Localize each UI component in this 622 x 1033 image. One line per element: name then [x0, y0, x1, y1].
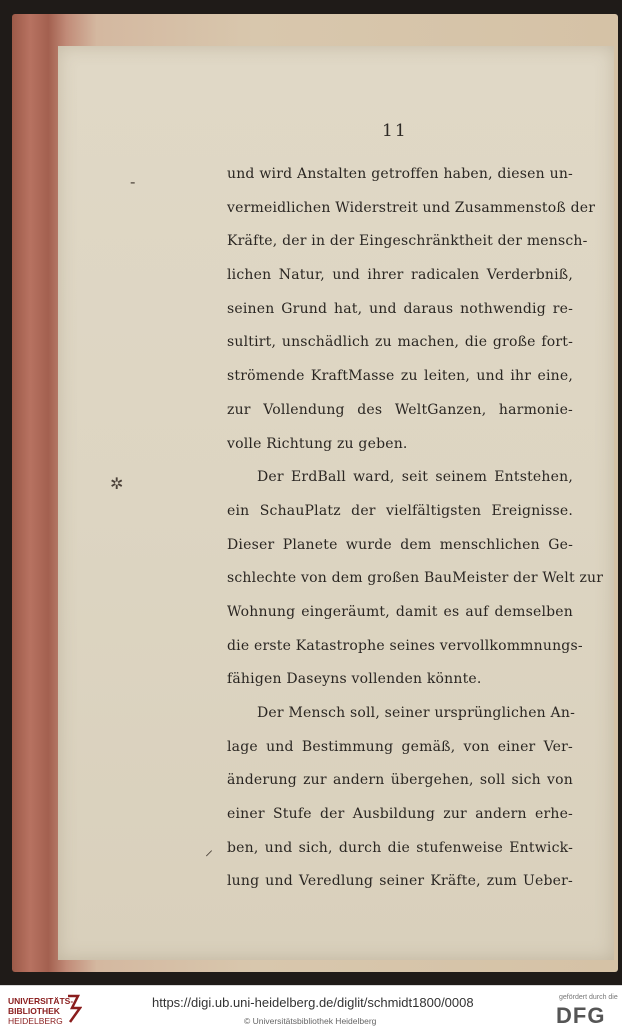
body-text: [227, 158, 604, 899]
text-line: seinen Grund hat, und daraus nothwendig re-: [227, 300, 573, 317]
text-line: volle Richtung zu geben.: [227, 435, 408, 452]
text-line: Der Mensch soll, seiner ursprünglichen An-: [257, 705, 576, 721]
text-line: und wird Anstalten getroffen haben, diesen un-: [227, 166, 573, 182]
text-line: änderung zur andern übergehen, soll sich von: [227, 772, 573, 789]
logo-line: BIBLIOTHEK: [8, 1006, 60, 1016]
text-line: fähigen Daseyns vollenden könnte.: [227, 671, 482, 688]
text-line: Der ErdBall ward, seit seinem Entstehen,: [257, 469, 573, 486]
text-line: Wohnung eingeräumt, damit es auf demselben: [227, 603, 573, 620]
page-number: 11: [382, 121, 408, 141]
text-line: schlechte von dem großen BauMeister der Welt zur: [227, 570, 604, 587]
text-line: Dieser Planete wurde dem menschlichen Ge-: [227, 536, 573, 553]
text-line: sultirt, unschädlich zu machen, die große fort-: [227, 334, 573, 351]
sponsor-tagline: gefördert durch die: [559, 994, 618, 1001]
text-line: die erste Katastrophe seines vervollkommnungs-: [227, 637, 583, 654]
text-line: Kräfte, der in der Eingeschränktheit der mensch-: [227, 233, 588, 250]
ink-stain-icon: ⸝: [205, 840, 214, 859]
text-line: lichen Natur, und ihrer radicalen Verderbniß,: [227, 267, 573, 284]
text-line: ein SchauPlatz der vielfältigsten Ereignisse.: [227, 502, 573, 519]
text-line: zur Vollendung des WeltGanzen, harmonie-: [227, 401, 573, 418]
logo-line: HEIDELBERG: [8, 1016, 63, 1026]
library-logo[interactable]: [8, 996, 74, 1026]
library-emblem-icon: [66, 994, 82, 1024]
dfg-logo[interactable]: DFG: [556, 1003, 606, 1028]
text-line: einer Stufe der Ausbildung zur andern erhe-: [227, 806, 573, 823]
logo-line: UNIVERSITÄTS-: [8, 996, 74, 1006]
copyright-notice: © Universitätsbibliothek Heidelberg: [244, 1016, 377, 1026]
text-line: strömende KraftMasse zu leiten, und ihr eine,: [227, 368, 573, 385]
ink-speck-icon: ‑: [130, 172, 136, 191]
permalink-url[interactable]: https://digi.ub.uni-heidelberg.de/diglit/schmidt1800/0008: [152, 995, 474, 1010]
text-line: lage und Bestimmung gemäß, von einer Ver-: [227, 738, 573, 755]
text-line: lung und Veredlung seiner Kräfte, zum Ueber-: [227, 873, 573, 890]
text-line: vermeidlichen Widerstreit und Zusammenstoß der: [227, 199, 596, 216]
ink-blot-icon: ✲: [110, 474, 124, 493]
viewer-footer: [0, 985, 622, 1033]
text-line: ben, und sich, durch die stufenweise Entwick-: [227, 839, 573, 856]
